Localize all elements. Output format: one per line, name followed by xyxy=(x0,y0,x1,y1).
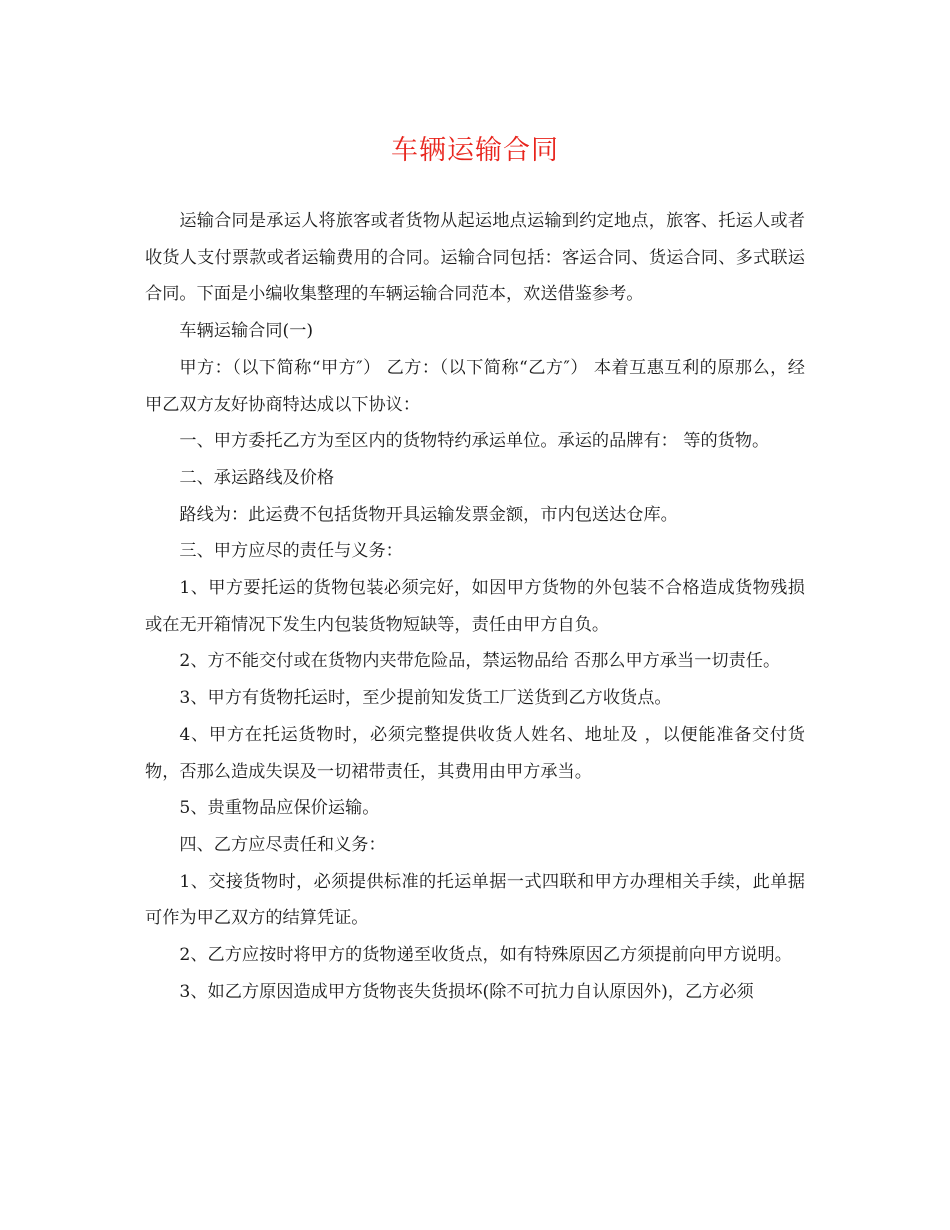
document-title: 车辆运输合同 xyxy=(391,135,559,166)
paragraph-clause-4-item-1: 1、交接货物时，必须提供标准的托运单据一式四联和甲方办理相关手续，此单据可作为甲乙双方的结算凭证。 xyxy=(145,871,805,929)
paragraph-clause-1: 一、甲方委托乙方为至区内的货物特约承运单位。承运的品牌有： 等的货物。 xyxy=(179,431,770,452)
paragraph-route: 路线为：此运费不包括货物开具运输发票金额，市内包送达仓库。 xyxy=(179,504,678,525)
paragraph-clause-3-heading: 三、甲方应尽的责任与义务： xyxy=(179,541,403,562)
paragraph-clause-4-heading: 四、乙方应尽责任和义务： xyxy=(179,834,386,855)
paragraph-clause-4-item-2: 2、乙方应按时将甲方的货物递至收货点，如有特殊原因乙方须提前向甲方说明。 xyxy=(179,945,792,966)
paragraph-clause-3-item-1: 1、甲方要托运的货物包装必须完好，如因甲方货物的外包装不合格造成货物残损或在无开箱情况下发生内包装货物短缺等，责任由甲方自负。 xyxy=(145,578,805,635)
paragraph-clause-3-item-5: 5、贵重物品应保价运输。 xyxy=(179,798,380,819)
document-body xyxy=(145,203,805,1010)
paragraph-clause-3-item-4: 4、甲方在托运货物时，必须完整提供收货人姓名、地址及 ，以便能准备交付货物，否那么造成失误及一切裙带责任，其费用由甲方承当。 xyxy=(145,724,805,782)
paragraph-clause-4-item-3: 3、如乙方原因造成甲方货物丧失货损坏(除不可抗力自认原因外)，乙方必须 xyxy=(179,981,754,1002)
paragraph-clause-3-item-2: 2、方不能交付或在货物内夹带危险品，禁运物品给 否那么甲方承当一切责任。 xyxy=(179,651,781,672)
paragraph-intro: 运输合同是承运人将旅客或者货物从起运地点运输到约定地点，旅客、托运人或者收货人支付票款或者运输费用的合同。运输合同包括：客运合同、货运合同、多式联运合同。下面是小编收集整理的车辆运输合同范本，欢送借鉴参考。 xyxy=(145,211,805,305)
paragraph-contract-heading: 车辆运输合同(一) xyxy=(179,321,314,342)
paragraph-clause-3-item-3: 3、甲方有货物托运时，至少提前知发货工厂送货到乙方收货点。 xyxy=(179,688,672,709)
paragraph-parties: 甲方：（以下简称“甲方″） 乙方：（以下简称“乙方″） 本着互惠互利的原那么，经甲乙双方友好协商特达成以下协议： xyxy=(145,357,805,415)
paragraph-clause-2-heading: 二、承运路线及价格 xyxy=(179,467,335,488)
